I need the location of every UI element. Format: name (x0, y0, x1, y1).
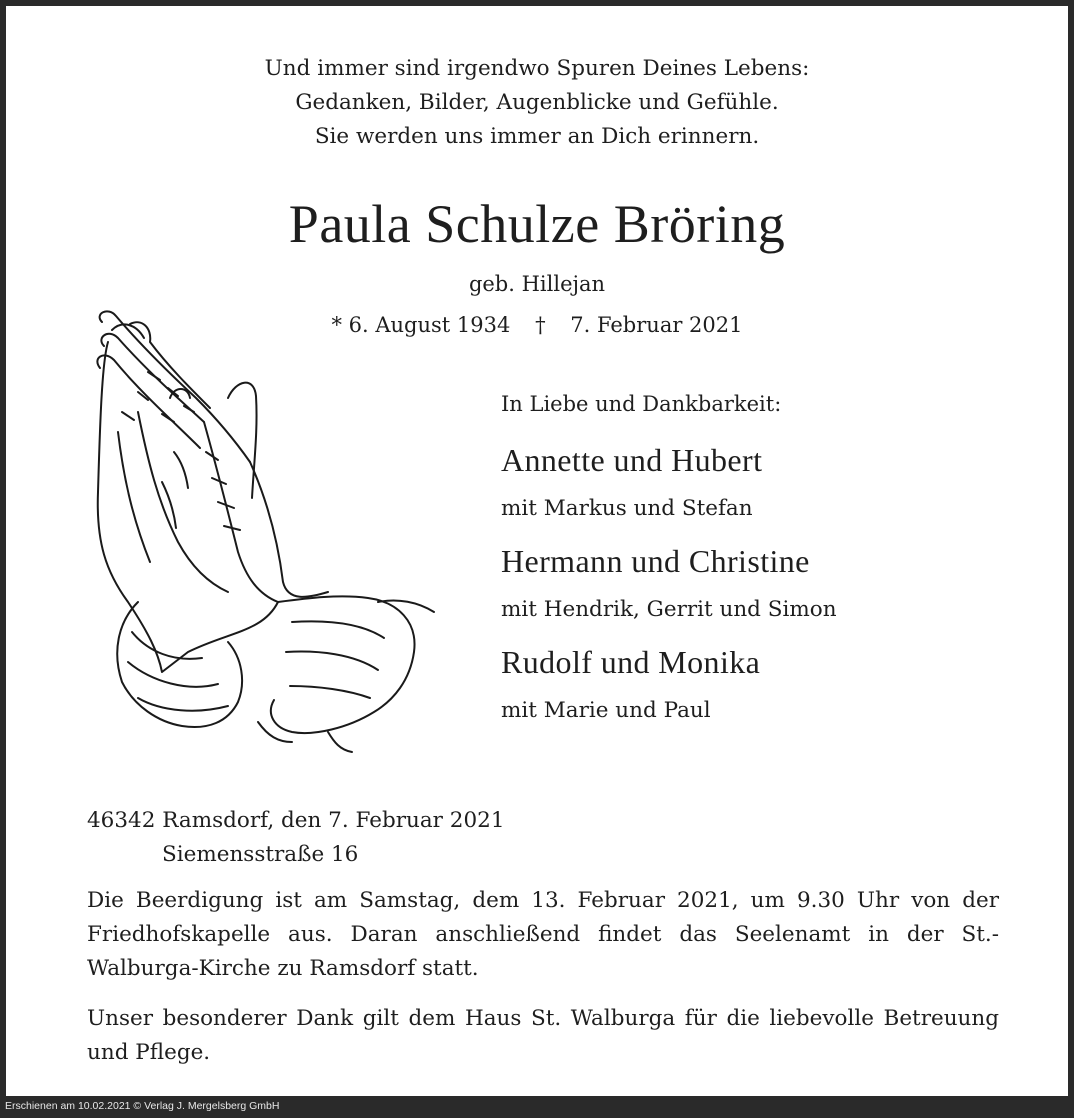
family-intro: In Liebe und Dankbarkeit: (501, 392, 782, 416)
verse-line: Sie werden uns immer an Dich erinnern. (314, 124, 760, 149)
obituary-notice (6, 6, 1068, 1096)
deceased-name: Paula Schulze Bröring (288, 194, 786, 254)
cross-icon: † (535, 313, 546, 337)
family-children: mit Markus und Stefan (501, 496, 753, 521)
family-children: mit Marie und Paul (501, 698, 711, 723)
address-block (87, 804, 505, 872)
death-date: 7. Februar 2021 (570, 313, 743, 337)
memorial-verse (6, 52, 1068, 154)
family-names: Hermann und Christine (501, 543, 810, 579)
birth-date: * 6. August 1934 (331, 313, 511, 337)
family-children: mit Hendrik, Gerrit und Simon (501, 597, 837, 622)
maiden-name: geb. Hillejan (468, 272, 606, 296)
praying-hands-icon (78, 302, 448, 762)
family-names: Rudolf und Monika (501, 644, 761, 680)
verse-line: Und immer sind irgendwo Spuren Deines Lebens: (264, 56, 810, 81)
street-address: Siemensstraße 16 (162, 842, 359, 867)
city-date: 46342 Ramsdorf, den 7. Februar 2021 (87, 808, 505, 833)
thanks-note: Unser besonderer Dank gilt dem Haus St. Walburga für die liebevolle Betreuung und Pflege. (87, 1006, 999, 1065)
funeral-details: Die Beerdigung ist am Samstag, dem 13. Februar 2021, um 9.30 Uhr von der Friedhofskapelle aus. Daran anschließend findet das Seelenamt in der St.-Walburga-Kirche zu Ramsdorf statt. (87, 888, 999, 981)
verse-line: Gedanken, Bilder, Augenblicke und Gefühle. (295, 90, 779, 115)
publication-footer: Erschienen am 10.02.2021 © Verlag J. Mergelsberg GmbH (5, 1100, 280, 1112)
family-names: Annette und Hubert (501, 442, 763, 478)
